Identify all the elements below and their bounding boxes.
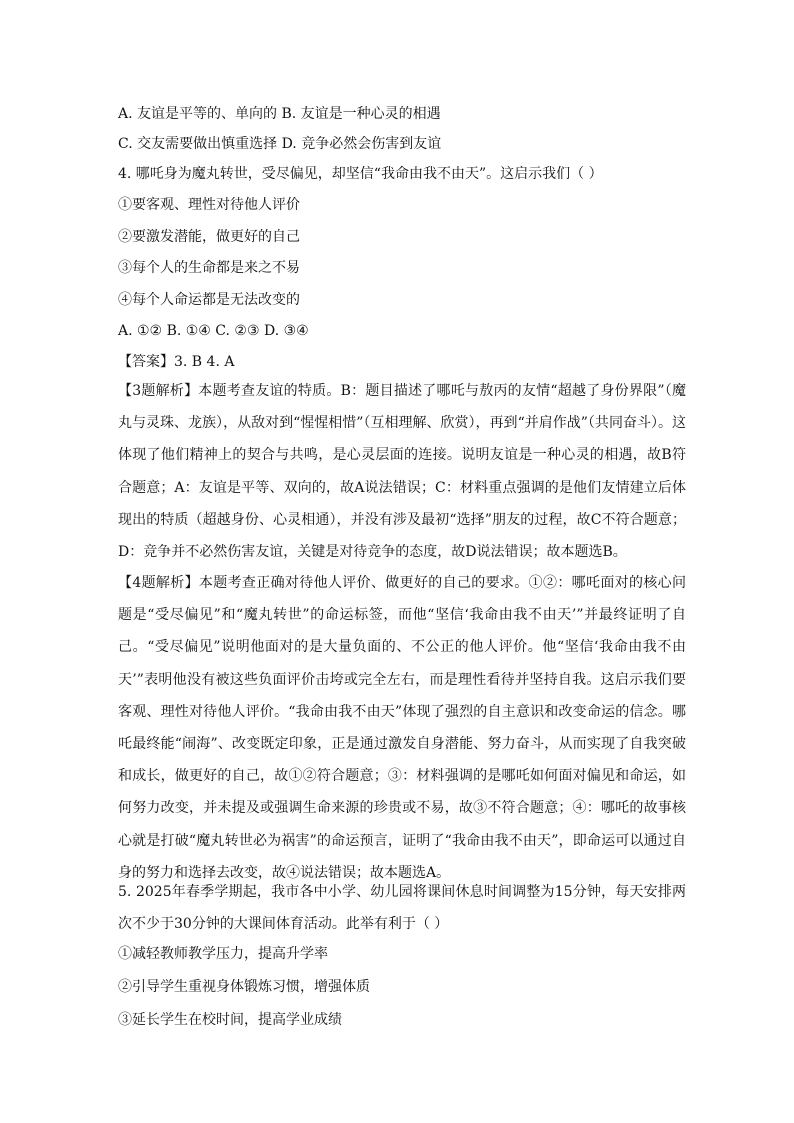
- q4-item-1: ①要客观、理性对待他人评价: [118, 197, 300, 213]
- analysis-q4: 【4题解析】本题考查正确对待他人评价、做更好的自己的要求。①②：哪吒面对的核心问题是“受尽偏见”和“魔丸转世”的命运标签，而他“坚信‘我命由我不由天’”并最终证明了自己。“受尽偏见”说明他面对的是大量负面的、不公正的他人评价。他“坚信‘我命由我不由天’”表明他没有被这些负面评价击垮或完全左右，而是理性看待并坚持自我。这启示我们要客观、理性对待他人评价。“我命由我不由天”体现了强烈的自主意识和改变命运的信念。哪吒最终能“闹海”、改变既定印象，正是通过激发自身潜能、努力奋斗，从而实现了自我突破和成长，做更好的自己，故①②符合题意；③：材料强调的是哪吒如何面对偏见和命运，如何努力改变，并未提及或强调生命来源的珍贵或不易，故③不符合题意；④：哪吒的故事核心就是打破“魔丸转世必为祸害”的命运预言，证明了“我命由我不由天”，即命运可以通过自身的努力和选择去改变，故④说法错误；故本题选A。: [118, 575, 686, 881]
- analysis-q3: 【3题解析】本题考查友谊的特质。B：题目描述了哪吒与敖丙的友情“超越了身份界限”（魔丸与灵珠、龙族），从敌对到“惺惺相惜”（互相理解、欣赏），再到“并肩作战”（共同奋斗）。这体现了他们精神上的契合与共鸣，是心灵层面的连接。说明友谊是一种心灵的相遇，故B符合题意；A：友谊是平等、双向的，故A说法错误；C：材料重点强调的是他们友情建立后体现出的特质（超越身份、心灵相通），并没有涉及最初“选择”朋友的过程，故C不符合题意；D：竞争并不必然伤害友谊，关键是对待竞争的态度，故D说法错误；故本题选B。: [118, 383, 686, 561]
- answer-line: 【答案】3. B 4. A: [118, 354, 235, 370]
- q5-item-3: ③延长学生在校时间，提高学业成绩: [118, 1012, 342, 1028]
- q3-options-line-1: A. 友谊是平等的、单向的 B. 友谊是一种心灵的相遇: [118, 106, 441, 122]
- q5-stem: 5. 2025年春季学期起，我市各中小学、幼儿园将课间休息时间调整为15分钟，每天安排两次不少于30分钟的大课间体育活动。此举有利于（ ）: [118, 884, 686, 933]
- q4-item-3: ③每个人的生命都是来之不易: [118, 260, 300, 276]
- q5-item-2: ②引导学生重视身体锻炼习惯，增强体质: [118, 979, 370, 995]
- q4-options: A. ①② B. ①④ C. ②③ D. ③④: [118, 323, 309, 339]
- q4-stem: 4. 哪吒身为魔丸转世，受尽偏见，却坚信“我命由我不由天”。这启示我们（ ）: [118, 166, 603, 182]
- q5-item-1: ①减轻教师教学压力，提高升学率: [118, 946, 328, 962]
- q4-item-2: ②要激发潜能，做更好的自己: [118, 229, 300, 245]
- q4-item-4: ④每个人命运都是无法改变的: [118, 292, 300, 308]
- q3-options-line-2: C. 交友需要做出慎重选择 D. 竞争必然会伤害到友谊: [118, 136, 442, 152]
